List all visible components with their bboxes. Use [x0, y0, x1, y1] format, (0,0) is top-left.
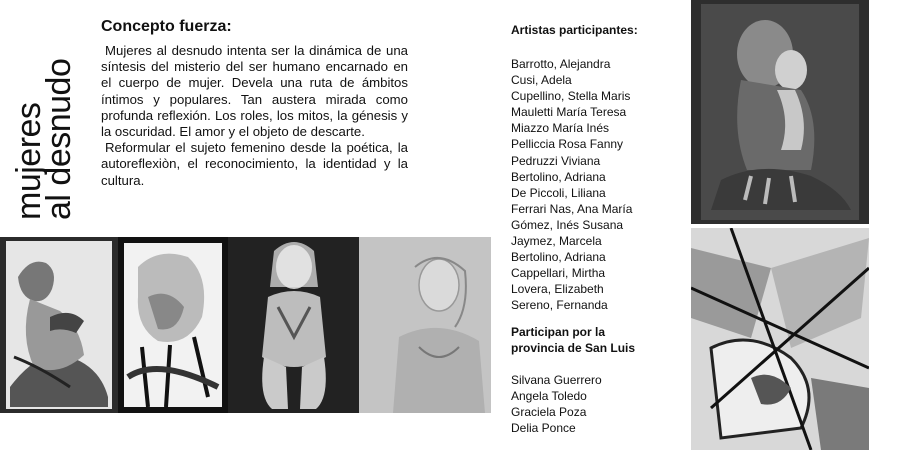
artist-name: Gómez, Inés Susana [511, 217, 624, 232]
vertical-title [10, 30, 84, 220]
concept-body [101, 43, 408, 189]
san-luis-list [511, 372, 602, 436]
artist-name: Lovera, Elizabeth [511, 282, 604, 297]
artist-name: Bertolino, Adriana [511, 250, 606, 265]
artist-name: De Piccoli, Liliana [511, 185, 606, 200]
artists-heading: Artistas participantes: [511, 23, 638, 37]
artist-name: Cusi, Adela [511, 73, 572, 88]
san-luis-artist-name: Graciela Poza [511, 405, 587, 419]
painting-woman-reclining [0, 237, 118, 413]
concept-paragraph-1: Mujeres al desnudo intenta ser la dinámica de una síntesis del misterio del ser humano encarnado en el cuerpo de mujer. Devela una ruta de ámbitos íntimos y populares. Tan austera mirada como profunda reflexión. Los roles, los mitos, la génesis y la oscuridad. El amor y el objeto de descarte. [101, 43, 408, 140]
concept-heading: Concepto fuerza: [101, 18, 232, 35]
artist-name: Pedruzzi Viviana [511, 153, 601, 168]
paintings-strip [0, 237, 491, 413]
san-luis-heading-line-1: Participan por la [511, 325, 606, 339]
painting-woman-abstract [118, 237, 228, 413]
san-luis-artist-name: Silvana Guerrero [511, 373, 602, 387]
san-luis-heading [511, 324, 661, 356]
painting-woman-crouching [228, 237, 359, 413]
painting-woman-faded [359, 237, 491, 413]
artists-list [511, 56, 632, 314]
artist-name: Miazzo María Inés [511, 121, 610, 136]
san-luis-heading-line-2: provincia de San Luis [511, 341, 636, 355]
title-line-1: mujeres [10, 102, 48, 220]
artist-name: Barrotto, Alejandra [511, 57, 611, 71]
painting-mother-child [691, 0, 869, 224]
artist-name: Cupellino, Stella Maris [511, 89, 631, 104]
title-line-2: al desnudo [40, 58, 78, 220]
san-luis-artist-name: Delia Ponce [511, 421, 576, 435]
artist-name: Cappellari, Mirtha [511, 266, 606, 281]
artist-name: Pelliccia Rosa Fanny [511, 137, 624, 152]
artist-name: Sereno, Fernanda [511, 298, 608, 313]
artist-name: Jaymez, Marcela [511, 234, 602, 249]
painting-abstract-cubist [691, 228, 869, 450]
san-luis-artist-name: Angela Toledo [511, 389, 587, 403]
concept-paragraph-2: Reformular el sujeto femenino desde la poética, la autoreflexiòn, el reconocimiento, la identidad y la cultura. [101, 140, 408, 188]
artist-name: Ferrari Nas, Ana María [511, 201, 633, 216]
artist-name: Mauletti María Teresa [511, 105, 627, 120]
artist-name: Bertolino, Adriana [511, 169, 606, 184]
